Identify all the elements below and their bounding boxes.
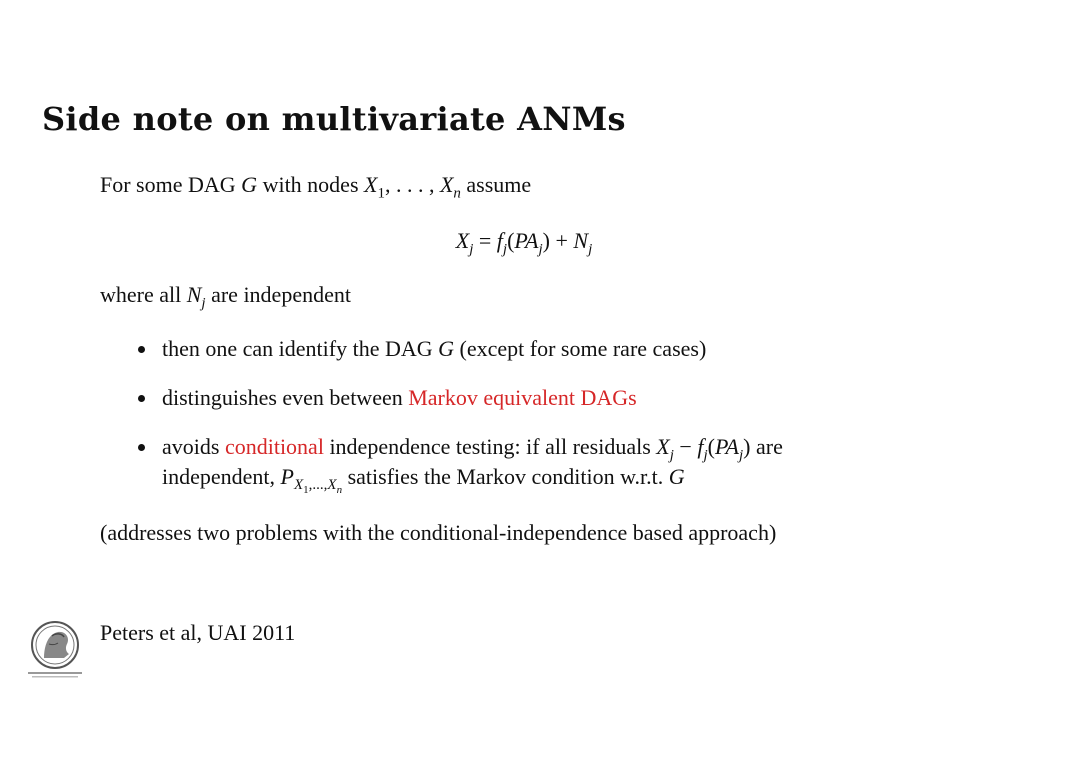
reference-citation: Peters et al, UAI 2011 [100,620,296,645]
bullet-dot-icon [138,444,145,451]
where-n: N [186,282,202,307]
b2-prefix: distinguishes even between [162,385,409,410]
bullet-item-markov-equivalent [136,383,783,413]
b3-suffix: are [750,434,783,459]
intro-prefix: For some DAG [100,172,242,197]
eq-pa: PA [514,228,539,253]
b3-prefix: avoids [162,434,225,459]
b3-mid: independence testing: if all residuals [323,434,657,459]
res-close: ) [743,434,751,459]
res-minus: − [673,434,698,459]
p-sub-n: n [336,484,343,497]
var-g: G [241,172,258,197]
intro-sentence [100,170,531,200]
bullet-dot-icon [138,395,145,402]
bullet-item-avoids-testing [136,432,783,497]
p-sub-x2: X [327,477,337,494]
markov-equivalent-highlight: Markov equivalent DAGs [408,385,637,410]
p-symbol: P [280,464,294,489]
res-x-sub: j [669,447,674,464]
intro-suffix: assume [460,172,532,197]
b1-g: G [438,336,455,361]
b3-line2-prefix: independent, [162,464,281,489]
bullet-list [136,334,783,511]
slide-title: Side note on multivariate ANMs [42,100,626,138]
res-open: ( [707,434,715,459]
x-symbol: X [439,172,454,197]
eq-n: N [573,228,589,253]
nodes-expression [364,172,461,202]
where-n-sub: j [201,295,206,312]
p-sub-dots: ,..., [308,477,328,494]
ellipsis: , . . . , [384,172,440,197]
b3-line2-mid: satisfies the Markov condition w.r.t. [342,464,669,489]
bullet-dot-icon [138,346,145,353]
where-sentence [100,280,351,310]
bullet-item-identify [136,334,783,364]
minerva-seal-icon [22,618,88,680]
intro-mid: with nodes [257,172,365,197]
eq-lhs: X [455,228,470,253]
residual-expression [656,434,751,464]
eq-close: ) + [542,228,574,253]
eq-f: f [496,228,503,253]
res-x: X [656,434,670,459]
eq-equals: = [473,228,497,253]
eq-pa-sub: j [538,241,543,258]
sub-1: 1 [377,185,385,202]
conditional-highlight: conditional [224,434,324,459]
eq-n-sub: j [588,241,593,258]
res-f-sub: j [703,447,708,464]
b1-suffix: (except for some rare cases) [454,336,707,361]
b3-g: G [668,464,685,489]
eq-open: ( [507,228,515,253]
eq-lhs-sub: j [469,241,474,258]
where-suffix: are independent [205,282,351,307]
where-prefix: where all [100,282,187,307]
p-sub-x: X [293,477,304,494]
b1-prefix: then one can identify the DAG [162,336,439,361]
res-pa: PA [714,434,739,459]
p-subscript [293,477,343,497]
anm-equation [0,226,1048,256]
res-pa-sub: j [739,447,744,464]
x-symbol: X [364,172,378,197]
sub-n: n [453,185,461,202]
closing-remark: (addresses two problems with the conditional-independence based approach) [100,520,777,545]
eq-f-sub: j [502,241,508,258]
b3-line-2 [162,462,783,497]
joint-distribution [280,464,343,497]
res-f: f [697,434,704,459]
p-sub-1: 1 [303,484,309,497]
